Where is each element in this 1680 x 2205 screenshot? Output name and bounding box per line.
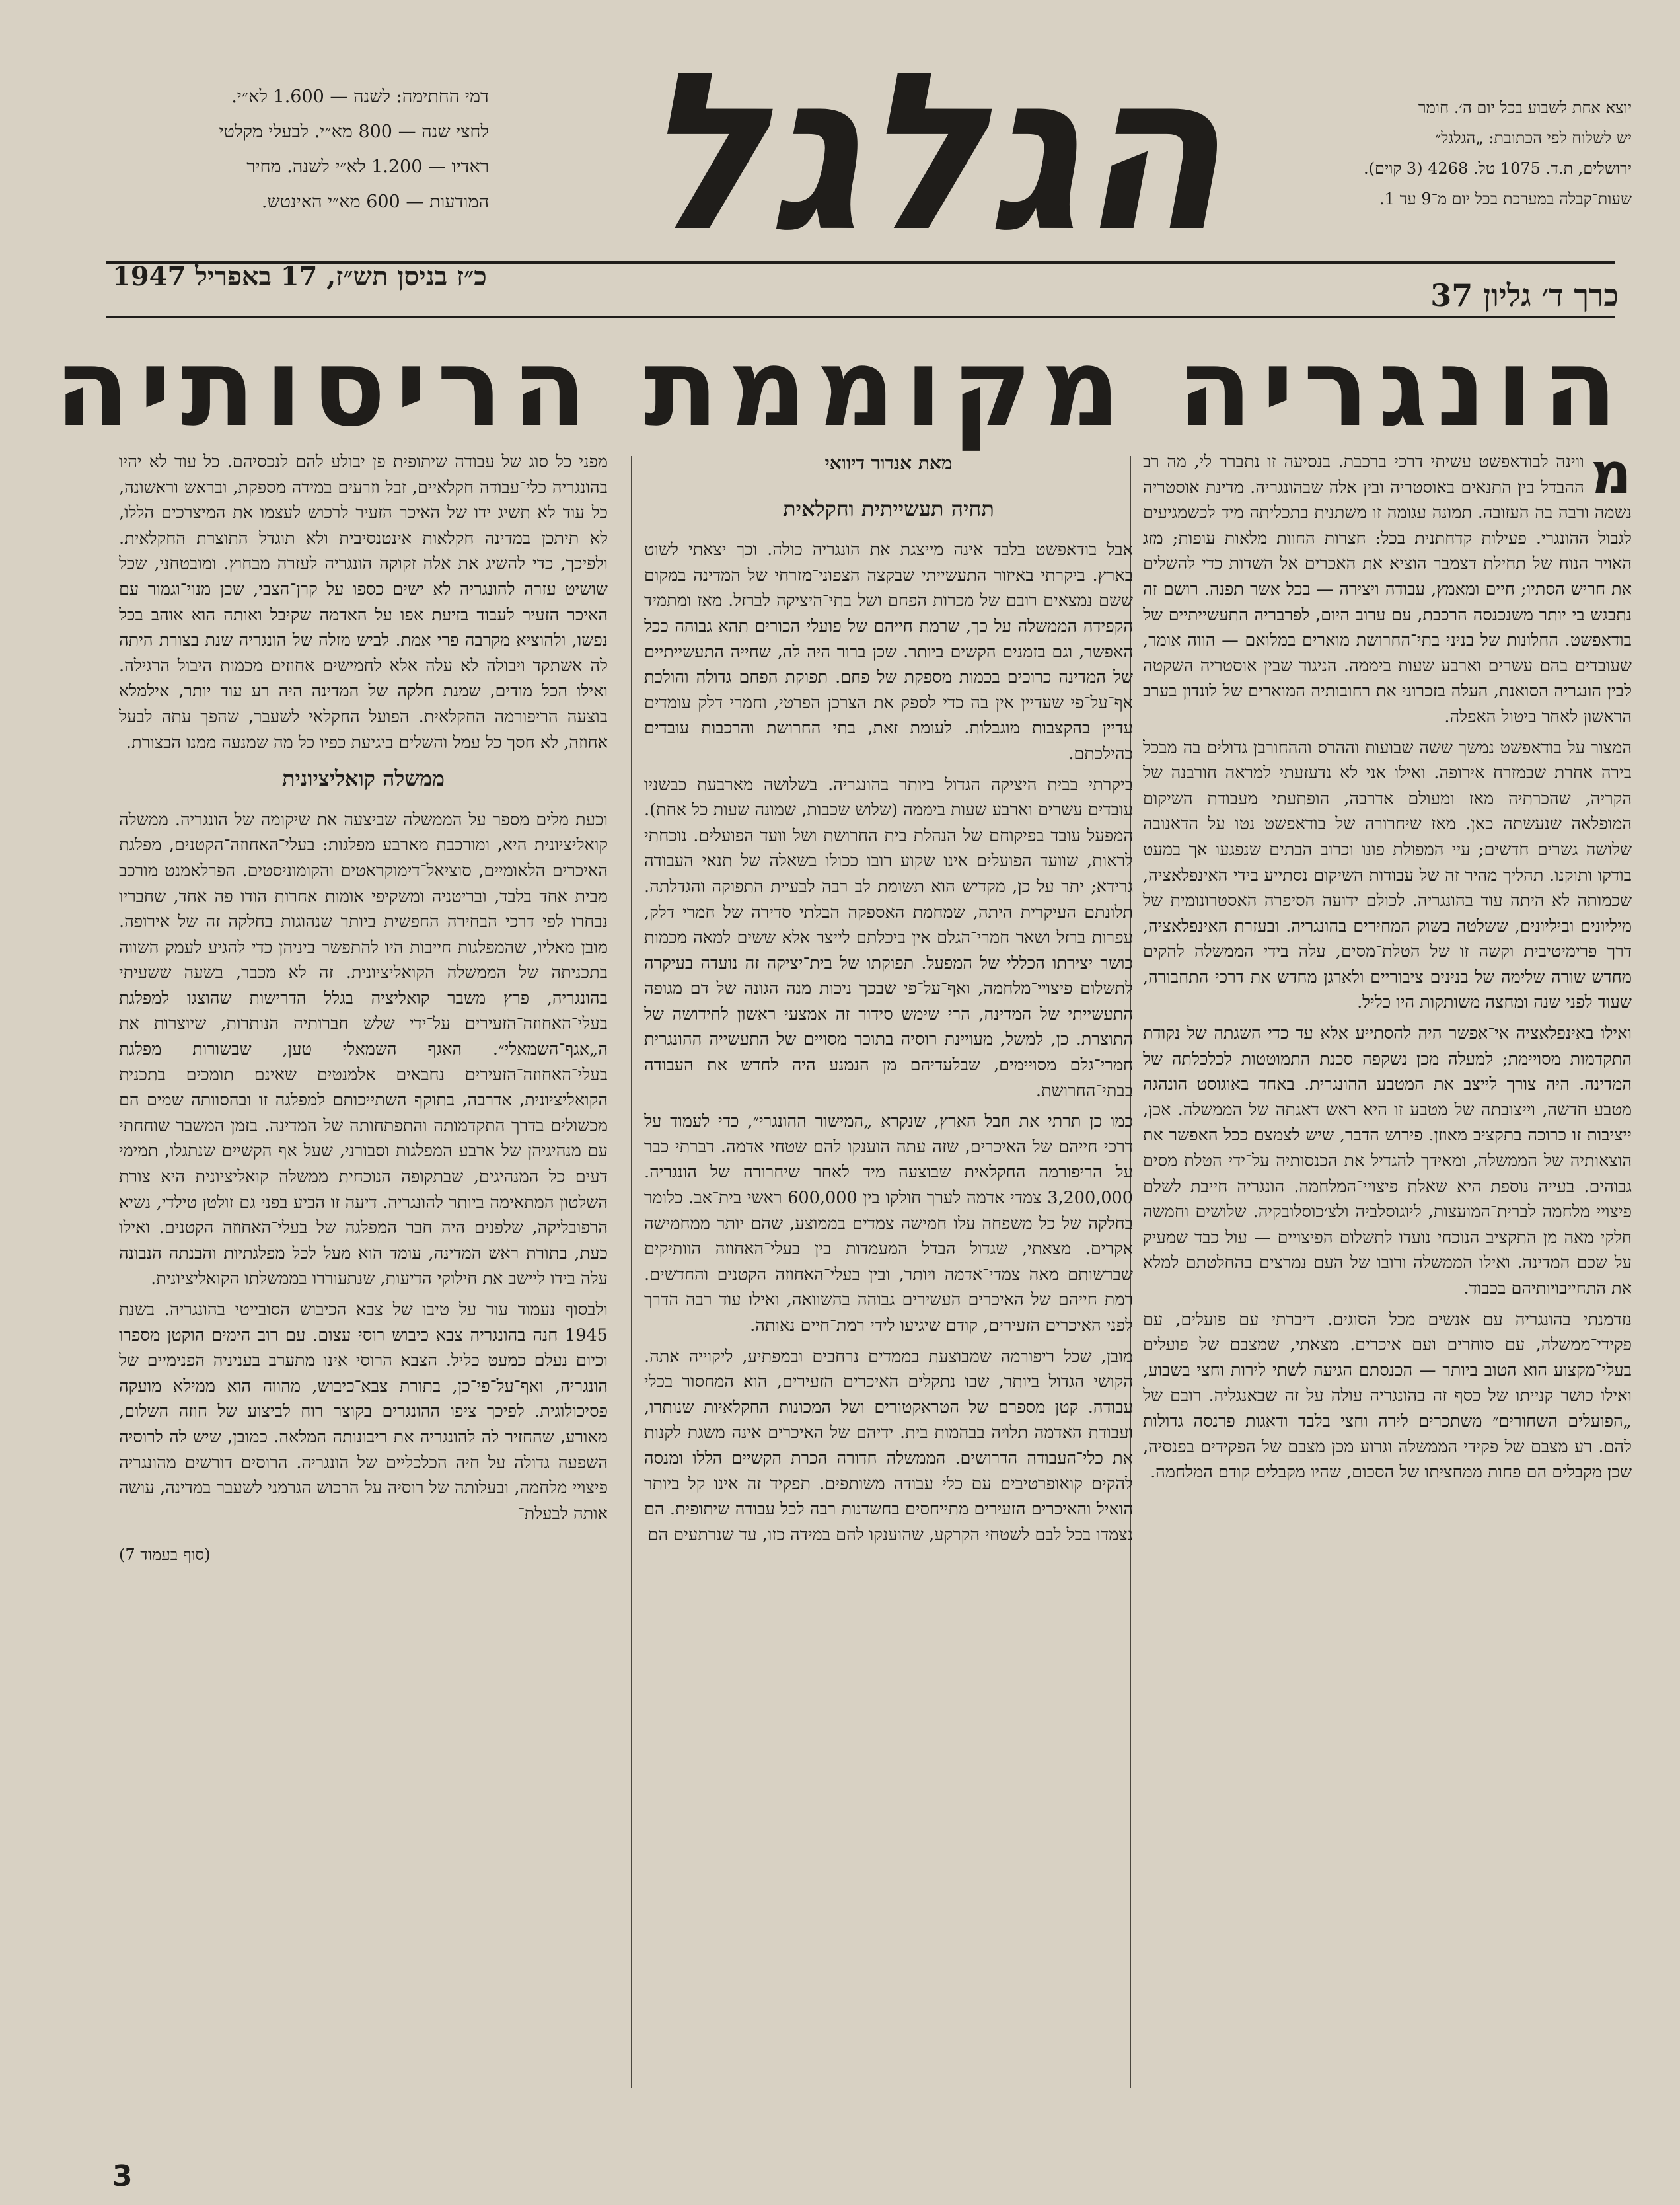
info-line: ירושלים, ת.ד. 1075 טל. 4268 (3 קוים).: [1364, 159, 1632, 178]
article-paragraph: וכעת מלים מספר על הממשלה שביצעה את שיקומה של הונגריה. ממשלה קואליציונית היא, ומורכבת מארבע מפלגות: בעלי־האחוזה־הקטנים, מפלגת האיכרים הלאומיים, סוציאל־דימוקראטים והקומוניסטים. הפרלאמנט מורכב מבית אחד בלבד, ובריטניה ומשקיפי אומות אחרות הודו פה אחד, שחבריו נבחרו לפי דרכי הבחירה החפשית ביותר שנהוגות בחלקה זה של אירופה. מובן מאליו, שהמפלגות חייבות היו להתפשר ביניהן כדי להגיע לעמק השווה בתכניתה של הממשלה הקואליציונית. זה לא מכבר, בשעה ששעיתי בהונגריה, פרץ משבר קואליציה בגלל הדרישות שהוצגו למפלגת בעלי־האחוזה־הזעירים על־ידי שלש חברותיה הנותרות, שיוצרות את ה„אגף־השמאלי״. האגף השמאלי טען, שבשורות מפלגת בעלי־האחוזה־הזעירים נחבאים אלמנטים שאינם תומכים בתכנית הקואליציונית, אדרבה, בתוקף השתייכותם למפלגה זו ובהסוותה שמים הם מכשולים בדרך התקדמותה והתפתחותה של המדינה. בזמן המשבר שוחחתי עם מנהיגיהן של ארבע המפלגות וסבורני, שעל אף הקשיים שנתגלו, תמימי דעים כל המנהיגים, שבתקופה הנוכחית ממשלה קואליציונית היא צורת השלטון המתאימה ביותר להונגריה. דיעה זו הביע בפני גם זולטן טילדי, נשיא הרפובליקה, שלפנים היה חבר המפלגה של בעלי־האחוזה הקטנים. ואילו כעת, בתורת ראש המדינה, עומד הוא מעל לכל מפלגתיות והבנתה הנבונה עלה בידו ליישב את חילוקי הדיעות, שנתעוררו בממשלתו הקואליציונית.: [119, 809, 608, 1289]
article-paragraph: המצור על בודאפשט נמשך ששה שבועות וההרס וההחורבן גדולים בה מבכל בירה אחרת שבמזרח אירופה. ואילו אני לא נדעזעתי למראה חורבנה של הקריה, שהכרתיה מאז ומעולם אדרבה, הופתעתי מעבודת השיקום המופלאה שנעשתה כאן. מאז שיחרורה של בודאפשט נטו על הדאנובה שלושה גשרים חדשים; עיי המפולת פונו וכרוב הבתים שנפגעו אך במעט בודקו ותוקנו. תהליך מהיר זה של עבודות השיקום נסתייע בידי האינפלאציה, שכמותה לא היתה עוד בהונגריה. לכולם ידועה הסיפרה האסטרונומית של מיליונים וביליונים, ששלטה בשוק המחירים בהונגריה. ובעזרת האינפלאציה, דרך פרימיטיבית וקשה זו של הטלת־מסים, עלה בידי הממשלה להקים מחדש שורה שלימה של בנינים ציבוריים ולארגן מחדש את דרכי התחבורה, שעוד לפני שנה ומחצה משותקות היו כליל.: [1143, 737, 1632, 1013]
article-paragraph: מובן, שכל ריפורמה שמבוצעת בממדים נרחבים ובמפתיע, ליקוייה אתה. הקושי הגדול ביותר, שבו נתקלים האיכרים הזעירים, הוא המחסור בכלי עבודה. קטן מספרם של הטראקטורים ושל המכונות החקלאיות שנותרו, ועבודת האדמה תלויה בבהמות בית. ידיהם של האיכרים אינה משגת לקנות את כלי־העבודה הדרושים. הממשלה חדורה הכרת הקשיים הללו ומנסה להקים קואופרטיבים עם כלי עבודה משותפים. תפקיד זה אינו קל ביותר הואיל והאיכרים הזעירים מתייחסים בחשדנות רבה לכל עבודה שיתופית. הם נצמדו בכל לבם לשטחי הקרקע, שהוענקו להם במידה כזו, עד שנרתעים הם: [644, 1346, 1133, 1545]
article-paragraph: נזדמנתי בהונגריה עם אנשים מכל הסוגים. דיברתי עם פועלים, עם פקידי־ממשלה, עם סוחרים ועם איכרים. מצאתי, שמצבם של פועלים בעלי־מקצוע הוא הטוב ביותר — הכנסתם הגיעה לשתי לירות וחצי בשבוע, ואילו כושר קנייתו של כסף זה בהונגריה עולה על זה שבאנגליה. רובם של „הפועלים השחורים״ משתכרים לירה וחצי בלבד ודאגות פרנסה גדולות להם. רע מצבם של פקידי הממשלה וגרוע מכן מצבם של הפקידים בפנסיה, שכן מקבלים הם פחות ממחציתו של הסכום, שהיו מקבלים קודם המלחמה.: [1143, 1309, 1632, 1483]
drop-cap: מ: [1590, 449, 1632, 507]
publication-info: [1301, 93, 1632, 214]
subscription-info: [119, 79, 489, 219]
article-byline: מאת אנדור דיוואי: [824, 452, 953, 474]
article-column-left: [119, 449, 608, 2141]
column-divider: [631, 456, 632, 2088]
article-paragraph: [1143, 449, 1632, 730]
article-paragraph: אבל בודאפשט בלבד אינה מייצגת את הונגריה כולה. וכך יצאתי לשוט בארץ. ביקרתי באיזור התעשייתי שבקצה הצפוני־מזרחי של המדינה במקום ששם נמצאים רובם של מכרות הפחם ושל בתי־היציקה לברזל. מאז ומתמיד הקפידה הממשלה על כך, שרמת חייהם של פועלי הכורים תהא גבוהה ככל האפשר, וגם בזמנים הקשים ביותר. שכן ברור היה לה, שחייה התעשייתיים של המדינה כרוכים בכמות מספקת של פחם. תפוקת הפחם גדולה והולכת אף־על־פי שעדיין אין בה כדי לספק את הצרכן הפרטי, וחמרי דלק עומדים עדיין בהקצבות מוגבלות. לעומת זאת, בתי החרושת והרכבות עובדים כהילכתם.: [644, 540, 1133, 764]
masthead-title: הגלגל: [641, 26, 1222, 261]
subheading: תחיה תעשייתית וחקלאית: [783, 496, 994, 521]
info-line: יש לשלוח לפי הכתובת: „הגלגל״: [1435, 129, 1632, 147]
article-paragraph: ואילו באינפלאציה אי־אפשר היה להסתייע אלא עד כדי השגתה של נקודת התקדמות מסויימת; למעלה מכן נשקפה סכנת התמוטטות לכלכלתה של המדינה. היה צורך לייצב את המטבע ההונגרית. באחד באוגוסט הונהגה מטבע חדשה, וייצובתה של מטבע זו היא ראש דאגתה של הממשלה. אכן, ייציבות זו כרוכה בתקציב מאוזן. פירוש הדבר, שיש לצמצם ככל האפשר את הוצאותיה של הממשלה, ומאידך להגדיל את הכנסותיה על־ידי הטלת מסים גבוהים. בעייה נוספת היא שאלת פיצויי־המלחמה. הונגריה חייבת לשלם פיצויי מלחמה לברית־המועצות, ליוגוסלביה ולצ׳כוסלובקיה. שלושים וחמשה חלקי מאה מן התקציב הנוכחי נועדו לתשלום הפיצויים — עול כבד שמעיק על שכם המדינה. ואילו הממשלה ורובו של העם נמרצים בהחלטתם למלא את התחייבויותיהם בכבוד.: [1143, 1024, 1632, 1298]
info-line: שעות־קבלה במערכת בכל יום מ־9 עד 1.: [1379, 190, 1632, 208]
page-number: 3: [112, 2159, 133, 2193]
info-line: יוצא אחת לשבוע בכל יום ה׳. חומר: [1418, 98, 1632, 117]
subscription-line: לחצי שנה — 800 מא״י. לבעלי מקלטי: [219, 122, 489, 142]
subheading: ממשלה קואליציונית: [282, 766, 445, 792]
masthead-logo: [634, 23, 1229, 261]
issue-number: כרך ד׳ גליון 37: [1430, 278, 1619, 313]
issue-date: כ״ז בניסן תש״ז, 17 באפריל 1947: [112, 261, 487, 292]
paragraph-text: ווינה לבודאפשט עשיתי דרכי ברכבת. בנסיעה זו נתברר לי, מה רב ההבדל בין התנאים באוסטריה ובין אלה שבהונגריה. מדינת אוסטריה נשמה ורבה בה העזובה. תמונה עגומה זו משתנית בתכליתה מיד לכשמגיעים לגבול ההונגרי. פעילות קדחתנית בכל: חצרות החוות מלאות עופות; מזג האויר הנוח של תחילת דצמבר הוציא את האכרים אל השדות כדי להשלים את חריש הסתיו; חיים ומאמץ, עבודה ויצירה — בכל אשר תפנה. רושם זה נתבגש בי יותר משנכנסה הרכבת, עם ערוב היום, לפרבריה התעשייתיים של בודאפשט. החלונות של בניני בתי־החרושת מוארים במלואם — הווה אומר, שעובדים בהם עשרים וארבע שעות ביממה. הניגוד שבין אוסטריה השקטה לבין הונגריה הסואנת, העלה בזכרוני את רחובותיה המוארים של לונדון בערב הראשון לאחר ביטול האפלה.: [1143, 452, 1632, 727]
article-paragraph: מפני כל סוג של עבודה שיתופית פן יבולע להם לנכסיהם. כל עוד לא יהיו בהונגריה כלי־עבודה חקלאיים, זבל וזרעים במידה מספקת, ובראש וראשונה, כל עוד לא תשיג ידו של האיכר הזעיר לרכוש לעצמו את המיצרכים הללו, לא תיתכן במדינה חקלאות אינטנסיבית ולא תוגדל התוצרת החקלאית. ולפיכך, כדי להשיג את אלה זקוקה הונגריה לעזרה מבחוץ. ומובטחני, שכל שושיט עזרה להונגריה לא ישים כספו על קרן־הצבי, שכן מנוי־וגמור עם האיכר הזעיר לעבוד בזיעת אפו על האדמה שקיבל ואותה הוא אוהב בכל נפשו, ולהוציא מקרבה פרי אמת. לביש מזלה של הונגריה שנת בצורת היתה לה אשתקד ויבולה לא עלה אלא לחמישים אחוזים מכמות היבול הרגילה. ואילו הכל מודים, שמנת חלקה של המדינה היה רע עוד יותר, אילמלא בוצעה הריפורמה החקלאית. הפועל החקלאי לשעבר, שהפך עתה לבעל אחוזה, לא חסך כל עמל והשלים ביגיעת כפיו כל מה שמנעה ממנו הבצורת.: [119, 452, 608, 753]
subscription-line: המודעות — 600 מא״י האינטש.: [261, 192, 489, 212]
article-headline: הונגריה מקוממת הריסותיה: [54, 326, 1627, 451]
subscription-line: ראדיו — 1.200 לא״י לשנה. מחיר: [246, 157, 489, 177]
continuation-note: (סוף בעמוד 7): [119, 1546, 211, 1565]
article-paragraph: ולבסוף נעמוד עוד על טיבו של צבא הכיבוש הסובייטי בהונגריה. בשנת 1945 חנה בהונגריה צבא כיבוש רוסי עצום. עם רוב הימים הוקטן מספרו וכיום נעלם כמעט כליל. הצבא הרוסי אינו מתערב בעניניה הפנימיים של הונגריה, ואף־על־פי־כן, בתורת צבא־כיבוש, מהווה הוא ממילא מועקה פסיכולוגית. לפיכך ציפו ההונגרים בקוצר רוח לביצוע של חוזה השלום, מאורע, שהחזיר לה להונגריה את ריבונותה המלאה. כמובן, שיש לה לרוסיה השפעה גדולה על חיה הכלכליים של הונגריה. הרוסים דורשים מהונגריה פיצויי מלחמה, ובעלותה של רוסיה על הרכוש הגרמני לשעבר במדינה, עושה אותה לבעלת־: [119, 1300, 608, 1524]
article-column-right: [1143, 449, 1632, 2141]
article-paragraph: ביקרתי בבית היציקה הגדול ביותר בהונגריה. בשלושה מארבעת כבשניו עובדים עשרים וארבע שעות ביממה (שלוש שכבות, שמונה שעות כל אחת). המפעל עובד בפיקוחם של הנהלת בית החרושת ושל וועד הפועלים. נוכחתי לראות, שוועד הפועלים אינו שקוע רובו ככולו בשאלה של תנאי העבודה גרידא; יתר על כן, מקדיש הוא תשומת לב רבה לבעיית התפוקה והגדלתה. תלונתם העיקרית היתה, שמחמת האספקה הבלתי סדירה של חמרי דלק, עפרות ברזל ושאר חמרי־הגלם אין ביכלתם לייצר אלא ששים למאה מכמות כושר יצירתו הכללי של המפעל. תפוקתו של בית־יציקה זה נועדה בעיקרה לתשלום פיצויי־מלחמה, ואף־על־פי שבכך ניכות מנה הגונה של דם מגופה התעשייתי של המדינה, הרי שימש סידור זה אמצעי ראשון לחידושה של התוצרת. כן, למשל, מעויינת רוסיה בתוכר מסויים של התעשייה ההונגרית חמרי־גלם מסויימים, שבלעדיהם מן הנמנע היה לחדש את העבודה בבתי־החרושת.: [644, 774, 1133, 1101]
subscription-line: דמי החתימה: לשנה — 1.600 לא״י.: [231, 87, 489, 107]
article-column-middle: [644, 449, 1133, 2141]
article-paragraph: כמו כן תרתי את חבל הארץ, שנקרא „המישור ההונגרי״, כדי לעמוד על דרכי חייהם של האיכרים, שזה עתה הוענקו להם שטחי אדמה. דברתי כבר על הריפורמה החקלאית שבוצעה מיד לאחר שיחרורה של הונגריה. 3,200,000 צמדי אדמה לערך חולקו בין 600,000 ראשי בית־אב. כלומר בחלקה של כל משפחה עלו חמישה צמדים בממוצע, שהם יותר ממחמישה אקרים. מצאתי, שגדול הבדל המעמדות בין בעלי־האחוזה הוותיקים שברשותם מאה צמדי־אדמה ויותר, ובין בעלי־האחוזה הקטנים והחדשים. רמת חייהם של האיכרים העשירים גבוהה בהשוואה, ואילו עוד רבה הדרך לפני האיכרים הזעירים, קודם שיגיעו לידי רמת־חיים נאותה.: [644, 1111, 1133, 1335]
dateline-rule: [106, 316, 1615, 318]
